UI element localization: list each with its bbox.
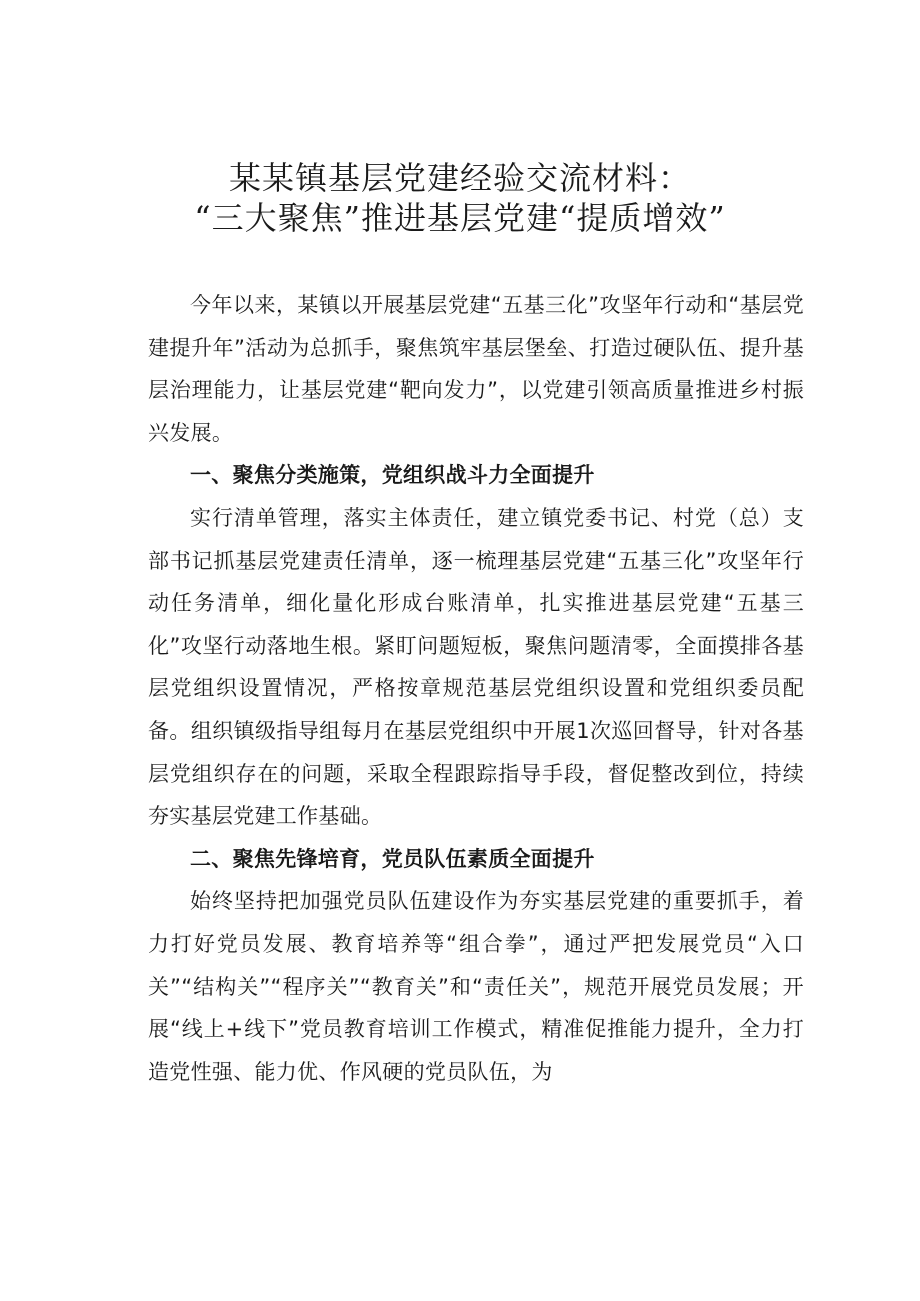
section-2-paragraph: 始终坚持把加强党员队伍建设作为夯实基层党建的重要抓手，着力打好党员发展、教育培养等“组合拳”，通过严把发展党员“入口关”“结构关”“程序关”“教育关”和“责任关”，规范开展党员发展；开展“线上+线下”党员教育培训工作模式，精准促推能力提升，全力打造党性强、能力优、作风硬的党员队伍，为 [148,889,804,1084]
section-1-heading: 一、聚焦分类施策，党组织战斗力全面提升 [190,463,595,488]
section-1-paragraph: 实行清单管理，落实主体责任，建立镇党委书记、村党（总）支部书记抓基层党建责任清单，逐一梳理基层党建“五基三化”攻坚年行动任务清单，细化量化形成台账清单，扎实推进基层党建“五基三化”攻坚行动落地生根。紧盯问题短板，聚焦问题清零，全面摸排各基层党组织设置情况，严格按章规范基层党组织设置和党组织委员配备。组织镇级指导组每月在基层党组织中开展1次巡回督导，针对各基层党组织存在的问题，采取全程跟踪指导手段，督促整改到位，持续夯实基层党建工作基础。 [148,505,804,829]
document-body [148,284,804,1093]
section-2-heading: 二、聚焦先锋培育，党员队伍素质全面提升 [190,846,595,871]
document-title-line-2: “三大聚焦”推进基层党建“提质增效” [194,199,726,237]
intro-paragraph: 今年以来，某镇以开展基层党建“五基三化”攻坚年行动和“基层党建提升年”活动为总抓手，聚焦筑牢基层堡垒、打造过硬队伍、提升基层治理能力，让基层党建“靶向发力”，以党建引领高质量推进乡村振兴发展。 [148,293,804,445]
document-title-line-1: 某某镇基层党建经验交流材料： [228,159,691,197]
